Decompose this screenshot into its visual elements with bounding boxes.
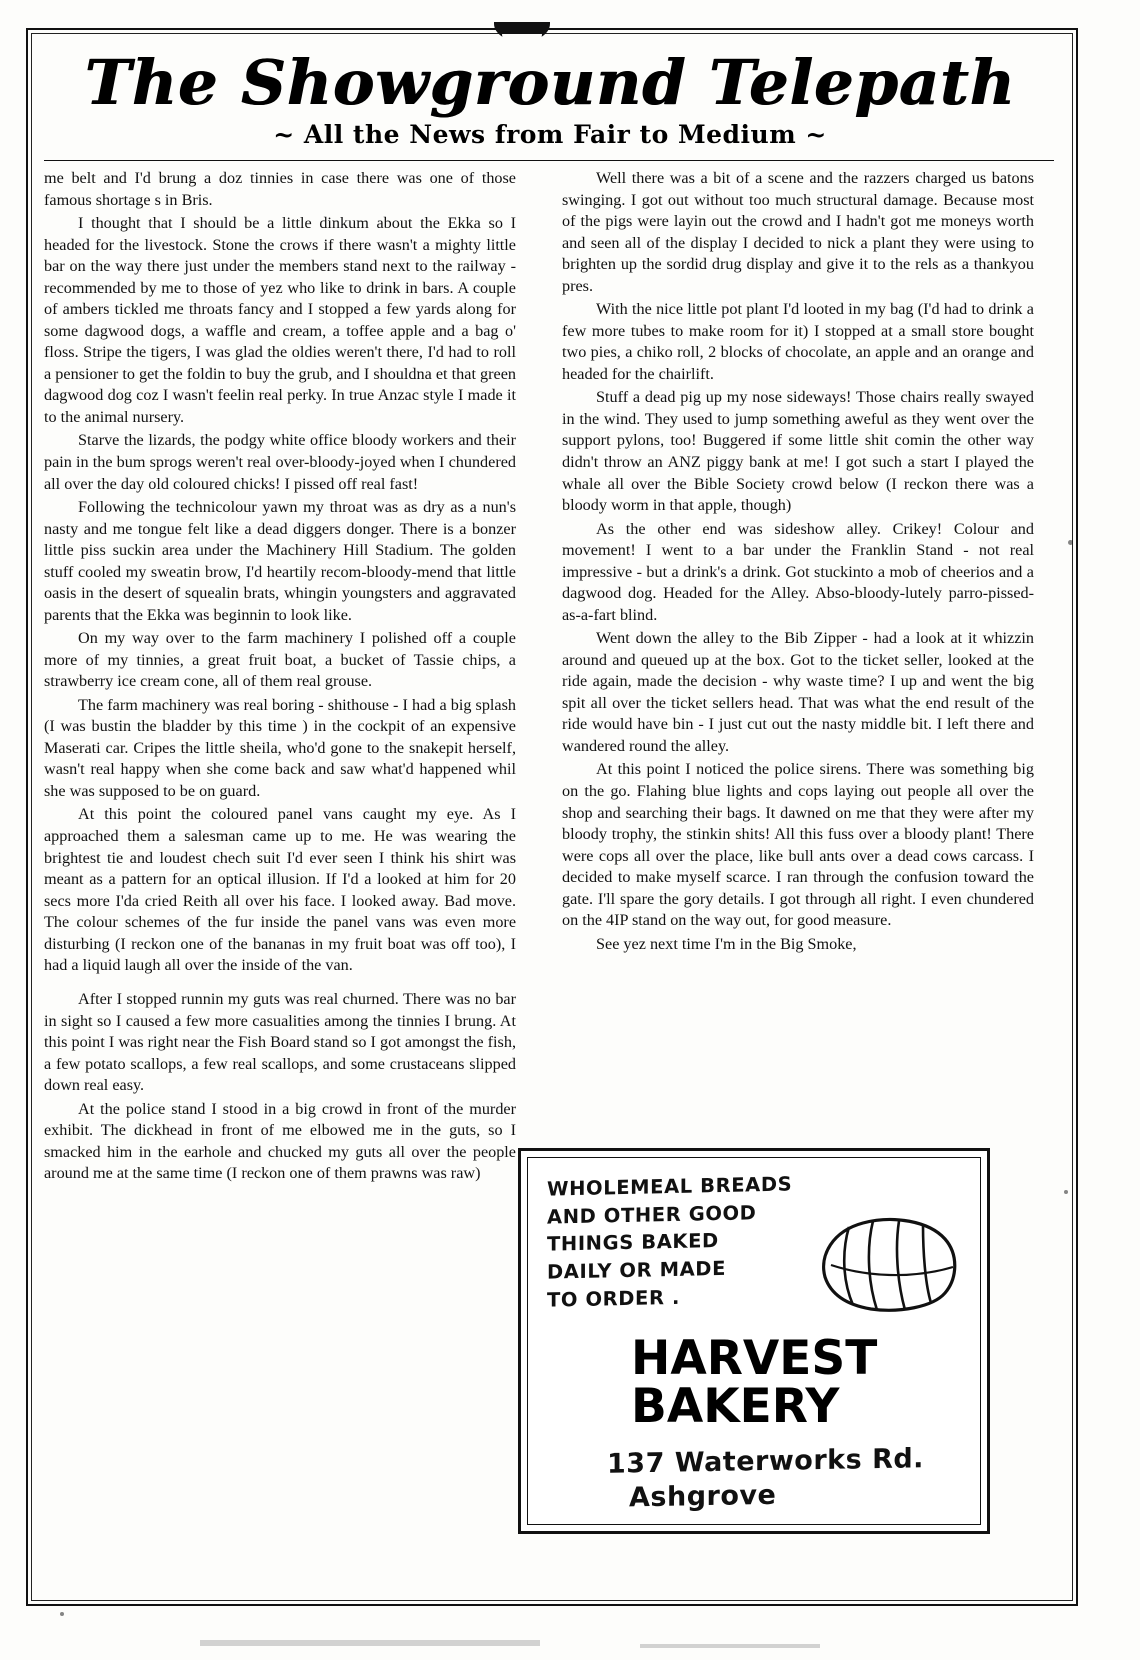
ad-copy-line: AND OTHER GOOD — [547, 1200, 757, 1229]
paragraph: Following the technicolour yawn my throat was as dry as a nun's nasty and me tongue felt like a dead diggers donger. There is a bonzer little piss suckin area under the Machinery Hill Stadium. The golden stuff cooled my sweatin brow, I'd heartily recom-bloody-mend that little oasis in the desert of squealin brats, whingin youngsters and aggravated parents that the Ekka was beginnin to look like. — [44, 498, 516, 624]
masthead-tagline: ~ All the News from Fair to Medium ~ — [273, 120, 827, 149]
ad-copy-line: DAILY OR MADE — [547, 1256, 727, 1284]
scan-speck — [60, 1612, 64, 1616]
ad-copy-line: TO ORDER . — [547, 1285, 680, 1312]
advertisement-harvest-bakery[interactable] — [518, 1148, 990, 1534]
masthead-rule — [44, 160, 1054, 161]
business-name-line1: HARVEST — [631, 1331, 878, 1386]
scan-smudge — [200, 1640, 540, 1646]
scan-speck — [1064, 1190, 1068, 1194]
paragraph: On my way over to the farm machinery I polished off a couple more of my tinnies, a great fruit boat, a bucket of Tassie chips, a strawberry ice cream cone, all of them real grouse. — [44, 629, 516, 691]
scan-smudge — [640, 1644, 820, 1648]
page-title: The Showground Telepath — [84, 46, 1016, 119]
bread-loaf-icon — [807, 1203, 967, 1323]
paragraph: At the police stand I stood in a big crowd in front of the murder exhibit. The dickhead in front of me elbowed me in the guts, so I smacked him in the earhole and chucked my guts all over the people around me at the same time (I reckon one of them prawns was raw) — [44, 1099, 516, 1183]
masthead — [40, 46, 1060, 149]
paragraph: With the nice little pot plant I'd looted in my bag (I'd had to drink a few more tubes to make room for it) I stopped at a small store bought two pies, a chiko roll, 2 blocks of chocolate, an apple and an orange and headed for the chairlift. — [562, 300, 1034, 383]
address-line1: 137 Waterworks Rd. — [607, 1443, 924, 1480]
paragraph: me belt and I'd brung a doz tinnies in case there was one of those famous shortage s in Bris. — [44, 169, 516, 209]
ad-copy-line: THINGS BAKED — [547, 1229, 719, 1256]
paragraph: As the other end was sideshow alley. Crikey! Colour and movement! I went to a bar under the Franklin Stand - not real impressive - but a drink's a drink. Got stuckinto a mob of cheerios and a dagwood dog. Headed for the Alley. Abso-bloody-lutely parro-pissed-as-a-fart blind. — [562, 519, 1034, 624]
paragraph: The farm machinery was real boring - shithouse - I had a big splash (I was bustin the bladder by this time ) in the cockpit of an expensive Maserati car. Cripes the little sheila, who'd gone to the snakepit herself, wasn't real happy when she come back and saw what'd happened whil she was supposed to be on guard. — [44, 695, 516, 800]
advertisement-handwritten-copy — [547, 1170, 797, 1314]
left-column — [44, 168, 516, 1187]
ad-copy-line: WHOLEMEAL BREADS — [547, 1172, 793, 1201]
paragraph: Went down the alley to the Bib Zipper - had a look at it whizzin around and queued up at the box. Got to the ticket seller, looked at the ride again, made the decision - why waste time? I up and went the big spit all over the ticket sellers head. That was what the end result of the ride would have bin - I just cut out the nasty middle bit. I left there and wandered round the alley. — [562, 629, 1034, 755]
paragraph: After I stopped runnin my guts was real churned. There was no bar in sight so I caused a few more casualities among the tinnies I brung. At this point I was right near the Fish Board stand so I got amongst the fish, a few potato scallops, a few real scallops, and some crustaceans slipped down real easy. — [44, 990, 516, 1095]
business-name-line2: BAKERY — [631, 1378, 840, 1434]
right-column — [562, 168, 1034, 957]
paragraph: Stuff a dead pig up my nose sideways! Those chairs really swayed in the wind. They used to jump something aweful as they went over the support pylons, too! Buggered if some little shit comin the other way didn't throw an ANZ piggy bank at me! I got such a start I played the whale all over the Bible Society crowd below (I reckon there was a bloody worm in that apple, though) — [562, 388, 1034, 515]
advertisement-address — [607, 1442, 924, 1515]
paragraph: See yez next time I'm in the Big Smoke, — [596, 934, 857, 953]
address-line2: Ashgrove — [629, 1479, 777, 1514]
paragraph: At this point I noticed the police sirens. There was something big on the go. Flahing blue lights and cops laying out people all over the shop and searching their bags. It dawned on me that they were after my bloody trophy, the stinkin shits! All this fuss over a bloody plant! There were cops all over the place, like bull ants over a dead cows carcass. I decided to make myself scarce. I ran through the confusion toward the gate. I'll spare the gory details. I got through all right. I even chundered on the 4IP stand on the way out, for good measure. — [562, 760, 1034, 930]
advertisement-business-name — [631, 1331, 878, 1434]
paragraph: At this point the coloured panel vans caught my eye. As I approached them a salesman came up to me. He was wearing the brightest tie and loudest chech suit I'd ever seen I think his shirt was meant as a pattern for an optical illusion. If I'd a looked at him for 20 secs more I'da cried Reith all over his face. I looked away. Bad move. The colour schemes of the fur inside the panel vans was even more disturbing (I reckon one of the bananas in my fruit boat was off too), I had a liquid laugh all over the inside of the van. — [44, 805, 516, 975]
paragraph: I thought that I should be a little dinkum about the Ekka so I headed for the livestock. Stone the crows if there wasn't a mighty little bar on the way there just under the members stand next to the railway - recommended by me to those of yez who like to drink in bars. A couple of ambers tickled me throats fancy and I stopped a few yards along for some dagwood dogs, a waffle and cream, a toffee apple and a bag o' floss. Stripe the tigers, I was glad the oldies weren't there, I'd had to roll a pensioner to get the foldin to buy the grub, and I shouldna et that green dagwood dog coz I wasn't feelin real perky. In true Anzac style I made it to the animal nursery. — [44, 214, 516, 426]
paragraph: Starve the lizards, the podgy white office bloody workers and their pain in the bum sprogs weren't real over-bloody-joyed when I chundered all over the day old coloured chicks! I pissed off real fast! — [44, 431, 516, 493]
scan-speck — [1068, 540, 1073, 545]
paragraph: Well there was a bit of a scene and the razzers charged us batons swinging. I got out without too much structural damage. Because most of the pigs were layin out the crowd and I hadn't got me moneys worth and seen all of the display I decided to nick a plant they were using to brighten up the sordid drug display and give it to the rels as a thankyou pres. — [562, 169, 1034, 295]
